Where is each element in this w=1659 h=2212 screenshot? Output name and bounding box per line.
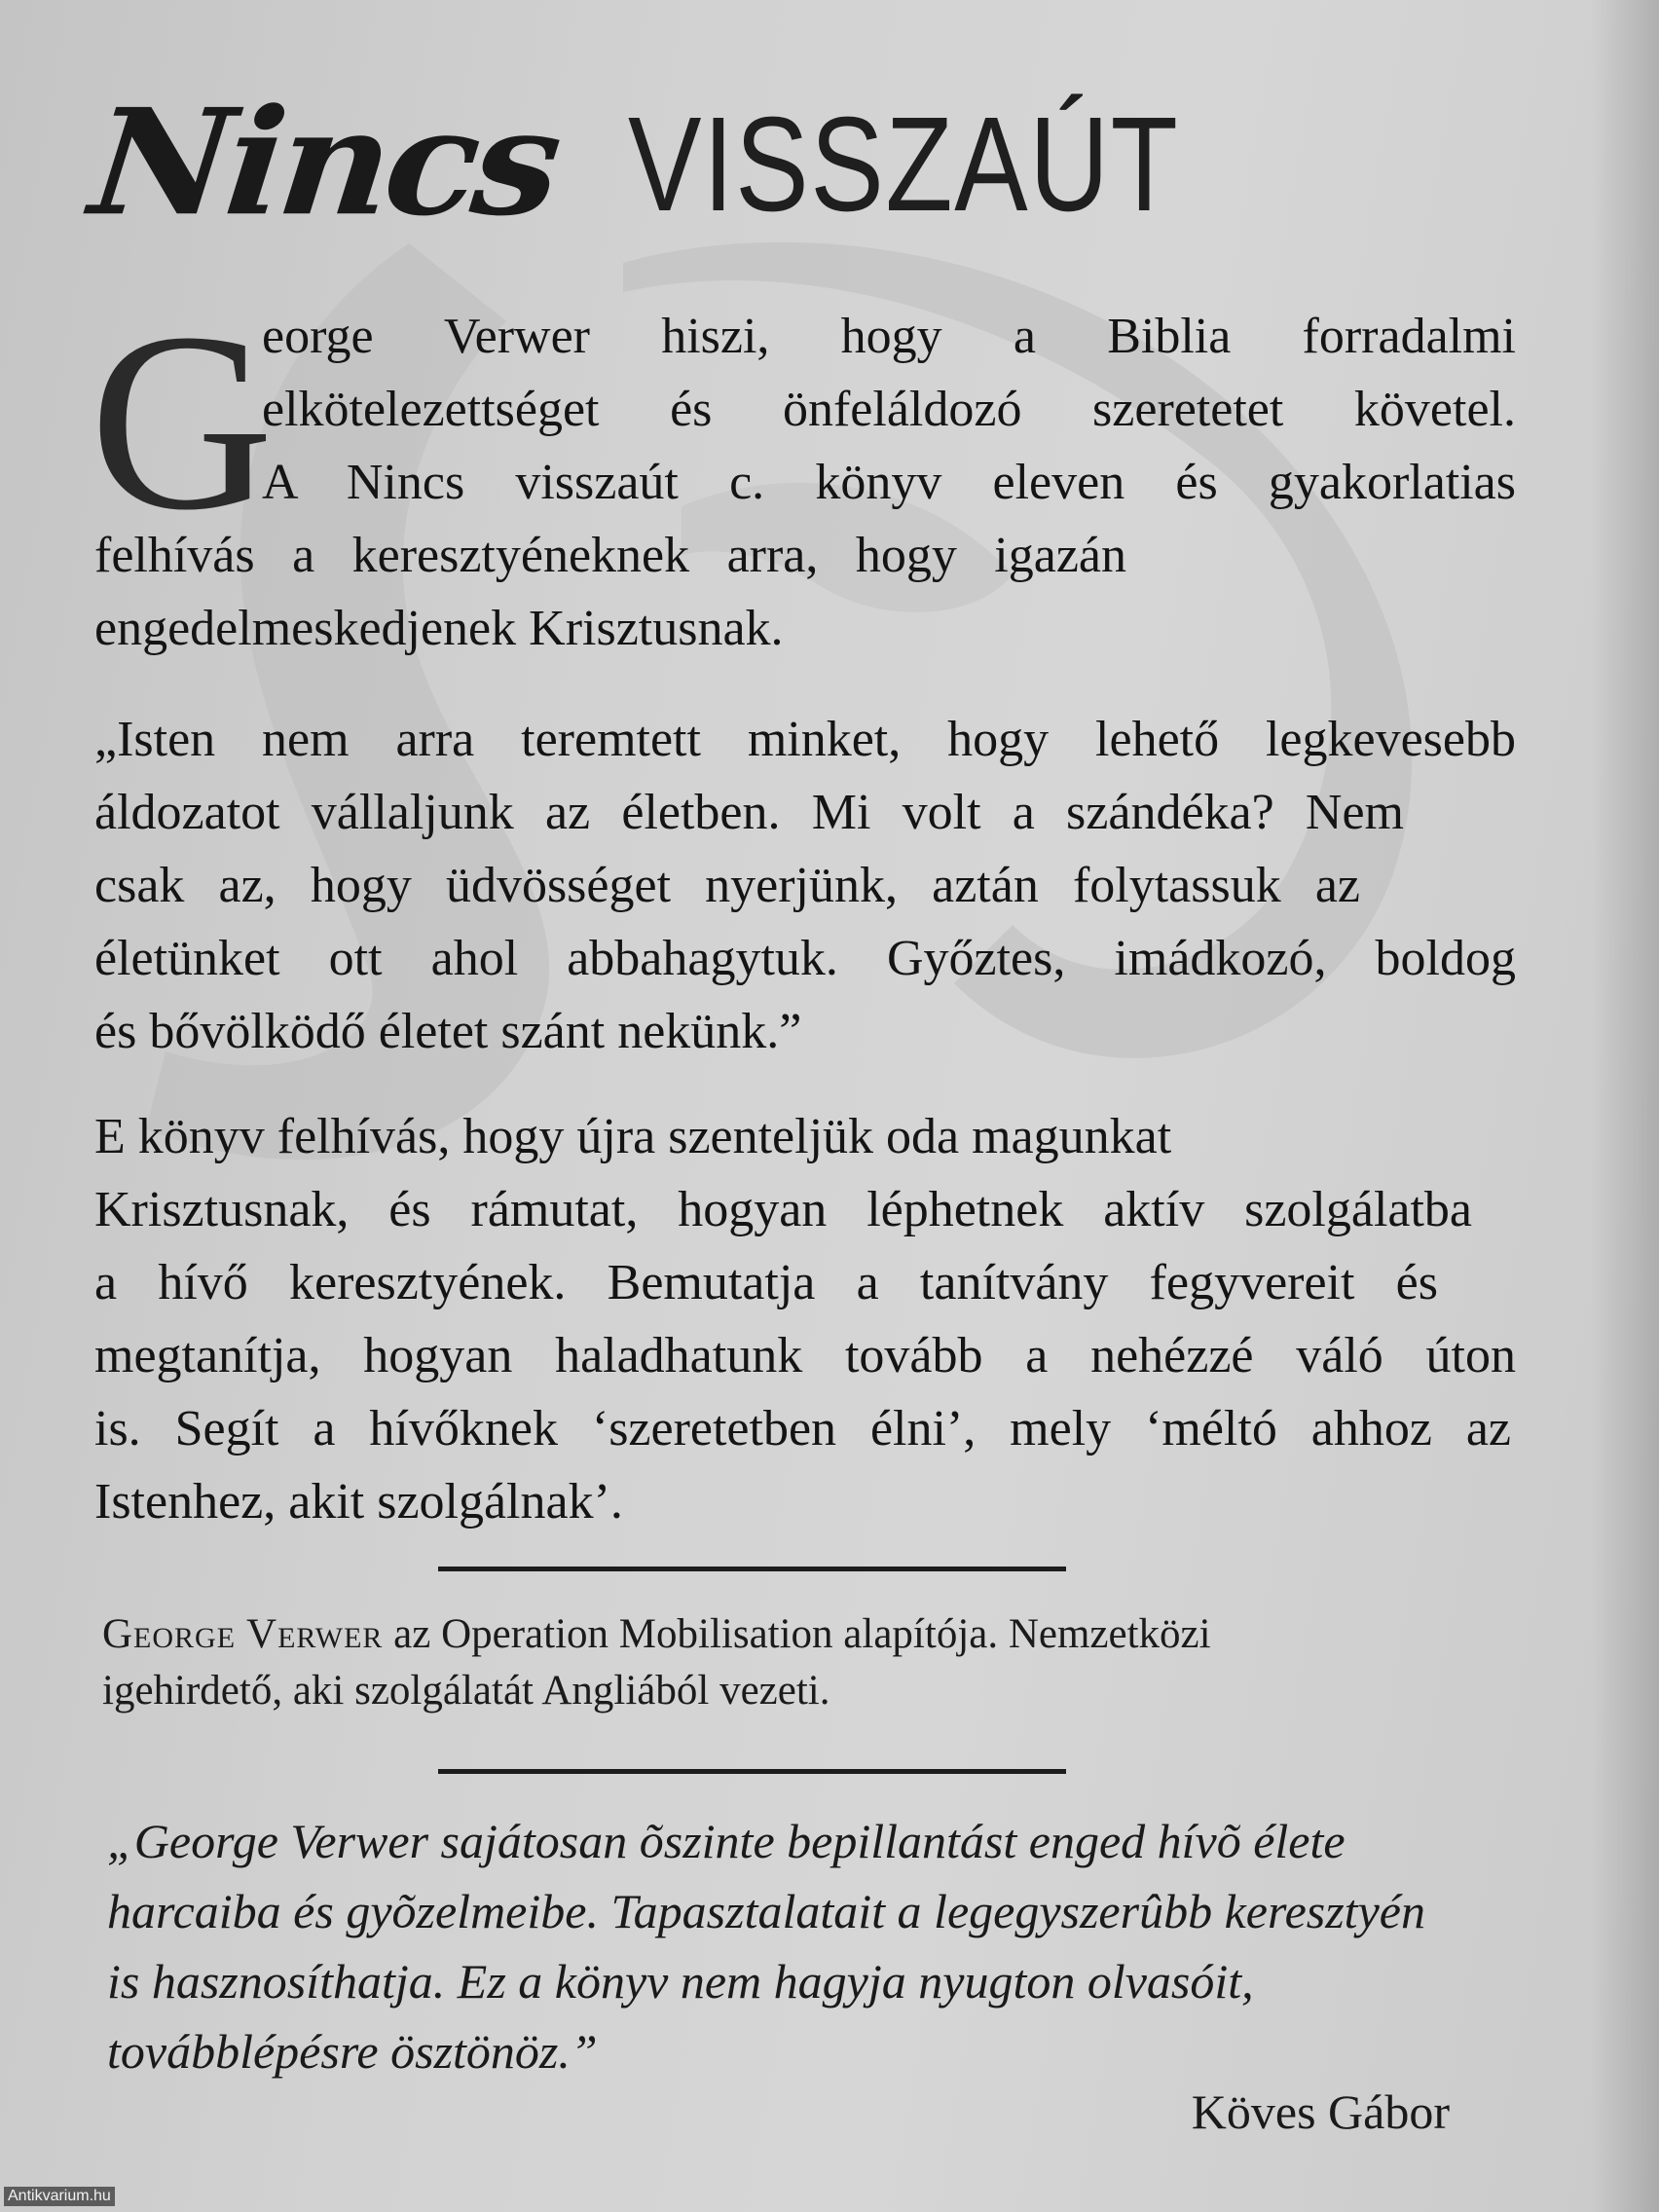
paragraph-line: csak az, hogy üdvösséget nyerjünk, aztán folytassuk az — [94, 858, 1360, 913]
quote-line: „George Verwer sajátosan õszinte bepillantást enged hívõ élete — [107, 1814, 1346, 1868]
description-paragraph-2 — [94, 703, 1516, 1068]
paragraph-line: is. Segít a hívőknek ‘szeretetben élni’, mely ‘méltó ahhoz az — [94, 1401, 1511, 1456]
book-title — [83, 68, 1261, 253]
divider-rule — [438, 1567, 1066, 1571]
paragraph-line: „Isten nem arra teremtett minket, hogy lehető legkevesebb — [94, 712, 1516, 767]
description-paragraph-1 — [94, 300, 1516, 665]
title-script-word: Nincs — [83, 77, 564, 249]
quote-line: továbblépésre ösztönöz.” — [107, 2024, 598, 2079]
bio-text: igehirdető, aki szolgálatát Angliából vezeti. — [102, 1668, 830, 1714]
author-name: George Verwer — [102, 1611, 384, 1657]
paragraph-line: megtanítja, hogyan haladhatunk tovább a nehézzé váló úton — [94, 1328, 1516, 1383]
drop-cap-letter: G — [90, 280, 275, 563]
paragraph-line: áldozatot vállaljunk az életben. Mi volt a szándéka? Nem — [94, 785, 1404, 840]
page-edge-shadow — [1591, 0, 1659, 2212]
paragraph-line: a hívő keresztyének. Bemutatja a tanítvány fegyvereit és — [94, 1255, 1438, 1310]
endorsement-quote — [107, 1806, 1490, 2086]
quote-line: harcaiba és gyõzelmeibe. Tapasztalatait a legegyszerûbb keresztyén — [107, 1884, 1425, 1938]
bio-text: az Operation Mobilisation alapítója. Nemzetközi — [383, 1611, 1211, 1657]
paragraph-line: felhívás a keresztyéneknek arra, hogy igazán — [94, 528, 1126, 583]
paragraph-line: életünket ott ahol abbahagytuk. Győztes, imádkozó, boldog — [94, 931, 1516, 986]
source-watermark: Antikvarium.hu — [4, 2187, 115, 2206]
paragraph-line: engedelmeskedjenek Krisztusnak. — [94, 601, 784, 656]
paragraph-line: A Nincs visszaút c. könyv eleven és gyakorlatias — [262, 455, 1516, 510]
quote-line: is hasznosíthatja. Ez a könyv nem hagyja nyugton olvasóit, — [107, 1954, 1254, 2009]
quote-author: Köves Gábor — [1191, 2084, 1450, 2139]
paragraph-line: E könyv felhívás, hogy újra szenteljük oda magunkat — [94, 1109, 1172, 1164]
paragraph-line: elkötelezettséget és önfeláldozó szeretetet követel. — [262, 382, 1516, 437]
paragraph-line: Krisztusnak, és rámutat, hogyan léphetnek aktív szolgálatba — [94, 1182, 1472, 1237]
paragraph-line: eorge Verwer hiszi, hogy a Biblia forradalmi — [262, 309, 1516, 364]
title-sans-word: VISSZAÚT — [628, 90, 1180, 240]
author-bio — [102, 1606, 1504, 1719]
paragraph-line: és bővölködő életet szánt nekünk.” — [94, 1004, 802, 1059]
paragraph-line: Istenhez, akit szolgálnak’. — [94, 1474, 623, 1530]
description-paragraph-3 — [94, 1100, 1516, 1538]
divider-rule — [438, 1769, 1066, 1774]
